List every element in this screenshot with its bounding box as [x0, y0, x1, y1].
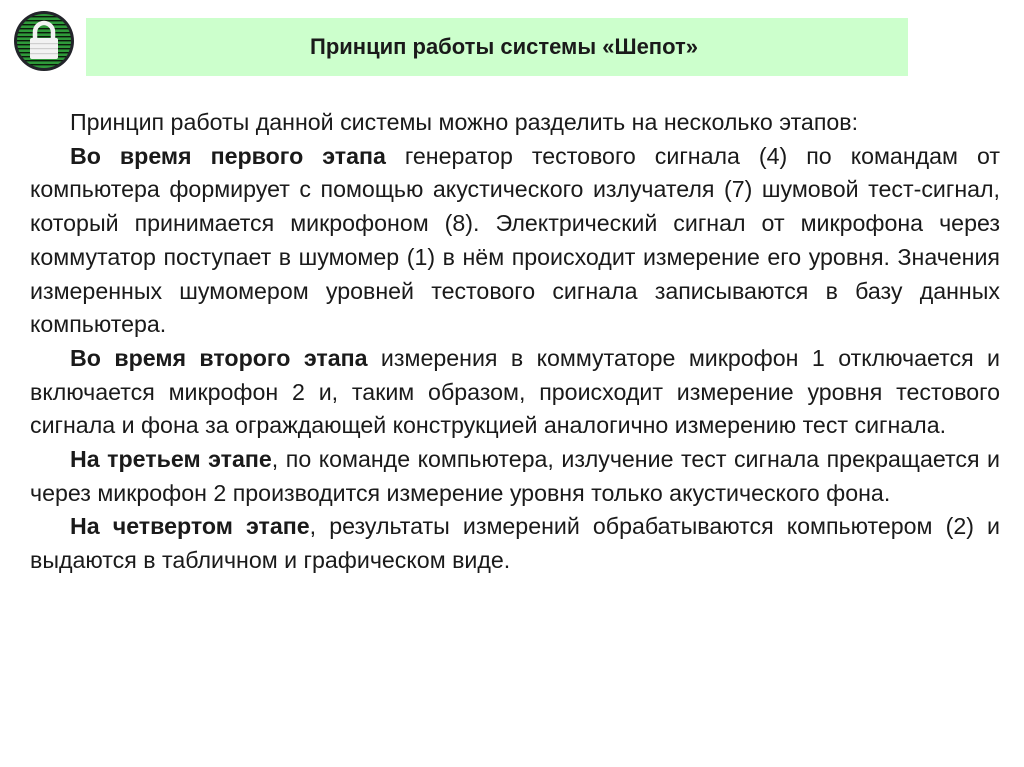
slide-body: [30, 106, 1000, 578]
slide-title: Принцип работы системы «Шепот»: [310, 34, 698, 59]
stage-1-lead: Во время первого этапа: [70, 142, 386, 169]
intro-paragraph: Принцип работы данной системы можно разделить на несколько этапов:: [70, 109, 859, 135]
stage-paragraph-2: [30, 342, 1000, 443]
stage-4-lead: На четвертом этапе: [70, 513, 310, 540]
stage-paragraph-4: [30, 510, 1000, 577]
stage-4-text: , результаты измерений обрабатываются компьютером (2) и выдаются в табличном и графическом виде.: [30, 513, 1000, 574]
stage-3-text: , по команде компьютера, излучение тест сигнала прекращается и через микрофон 2 производится измерение уровня только акустического фона.: [30, 446, 1000, 506]
stage-paragraph-1: [30, 140, 1000, 342]
stage-3-lead: На третьем этапе: [70, 446, 272, 473]
title-bar: [86, 18, 908, 76]
stage-2-text: измерения в коммутаторе микрофон 1 отключается и включается микрофон 2 и, таким образом, происходит измерение уровня тестового сигнала и фона за ограждающей конструкцией аналогично измерению тест сигнала.: [30, 344, 1000, 439]
stage-paragraph-3: [30, 443, 1000, 510]
lock-icon: [13, 10, 75, 72]
stage-2-lead: Во время второго этапа: [70, 344, 368, 371]
stage-1-text: генератор тестового сигнала (4) по командам от компьютера формирует с помощью акустического излучателя (7) шумовой тест-сигнал, который принимается микрофоном (8). Электрический сигнал от микрофона через коммутатор поступает в шумомер (1) в нём происходит измерение его уровня. Значения измеренных шумомером уровней тестового сигнала записываются в базу данных компьютера.: [30, 142, 1000, 338]
